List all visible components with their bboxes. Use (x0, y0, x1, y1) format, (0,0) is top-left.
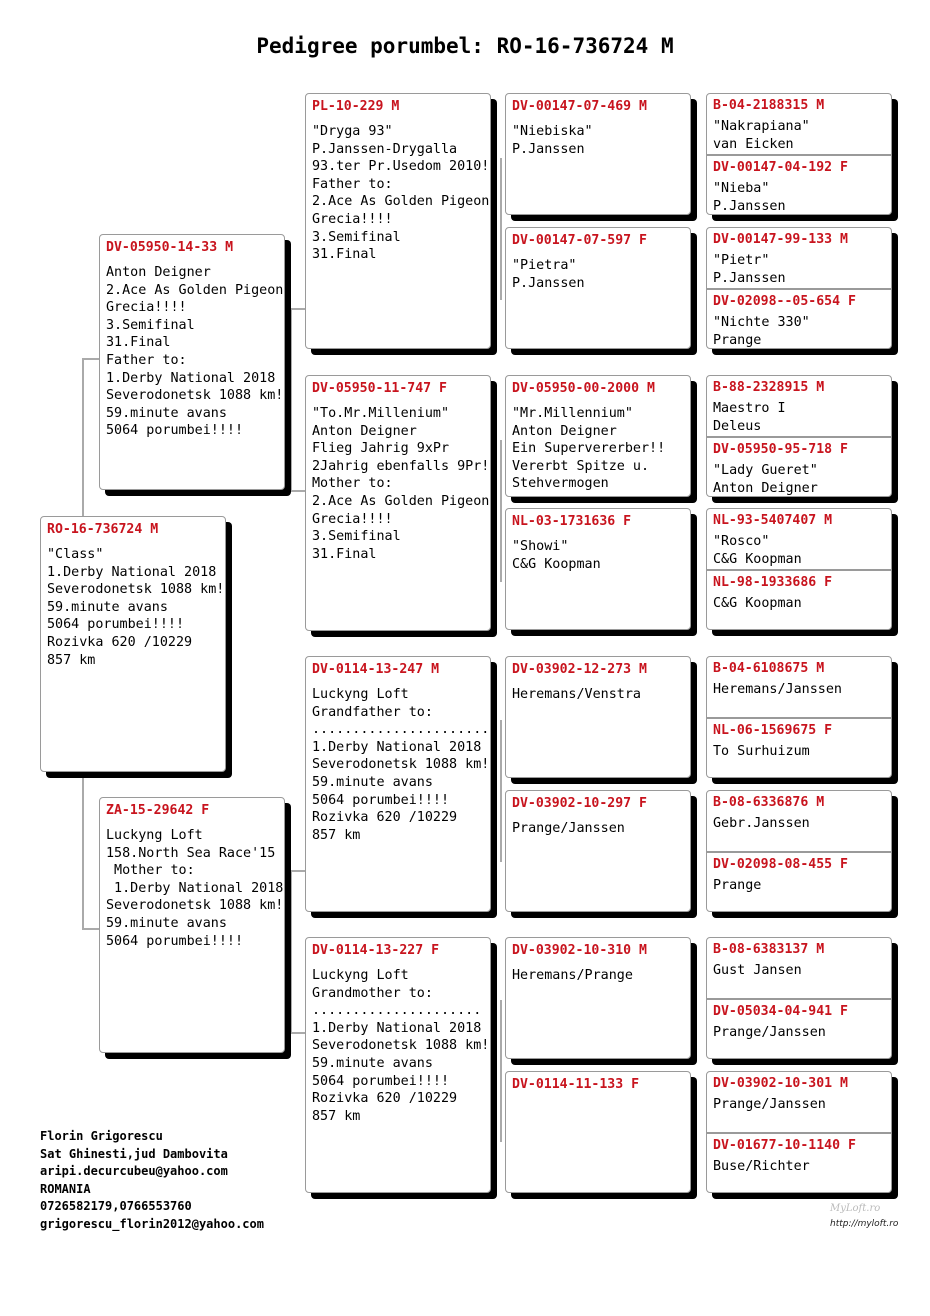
gg-grandparent-pair (706, 375, 892, 497)
pigeon-details: "To.Mr.Millenium" Anton Deigner Flieg Jahrig 9xPr 2Jahrig ebenfalls 9Pr! Mother to: 2.Ace As Golden Pigeon Grecia!!!! 3.Semifinal 31.Final (312, 406, 490, 562)
ring-code: ZA-15-29642 F (106, 803, 210, 818)
connector (82, 928, 100, 930)
pigeon-details: Luckyng Loft 158.North Sea Race'15 Mother to: 1.Derby National 2018 Severodonetsk 1088 km! 59.minute avans 5064 porumbei!!!! (106, 828, 284, 949)
gg-grandparent-pair (706, 790, 892, 912)
gg-grandparent-pair (706, 937, 892, 1059)
gg-grandparent-pair (706, 1071, 892, 1193)
great-grandparent-card (505, 375, 691, 497)
pigeon-details: Luckyng Loft Grandmother to: ..................... 1.Derby National 2018 Severodonetsk 1088 km! 59.minute avans 5064 porumbei!!!! Rozivka 620 /10229 857 km (312, 968, 490, 1124)
pigeon-details: "Showi" C&G Koopman (512, 539, 601, 572)
ring-code: DV-0114-13-227 F (312, 943, 440, 958)
connector (290, 308, 306, 310)
myloft-logo: MyLoft.ro (830, 1203, 881, 1214)
connector (82, 358, 84, 518)
pigeon-details: Prange/Janssen (512, 821, 625, 836)
ring-code: NL-03-1731636 F (512, 514, 632, 529)
ring-code: DV-0114-13-247 M (312, 662, 440, 677)
divider (707, 998, 891, 1000)
ring-code: NL-98-1933686 F (713, 575, 833, 590)
gg-grandparent-pair (706, 227, 892, 349)
pigeon-details: "Rosco" C&G Koopman (713, 534, 802, 567)
pigeon-details: "Pietr" P.Janssen (713, 253, 786, 286)
ring-code: DV-03902-10-301 M (713, 1076, 848, 1091)
pigeon-details: Gebr.Janssen (713, 816, 810, 831)
connector (290, 870, 306, 872)
connector (694, 290, 696, 352)
ring-code: DV-05950-00-2000 M (512, 381, 655, 396)
ring-code: NL-06-1569675 F (713, 723, 833, 738)
ring-code: DV-00147-07-469 M (512, 99, 647, 114)
pigeon-details: Anton Deigner 2.Ace As Golden Pigeon Grecia!!!! 3.Semifinal 31.Final Father to: 1.Derby National 2018 Severodonetsk 1088 km! 59.minute avans 5064 porumbei!!!! (106, 265, 284, 439)
ring-code: DV-05950-11-747 F (312, 381, 447, 396)
ring-code: DV-02098-08-455 F (713, 857, 848, 872)
owner-contact (40, 1128, 264, 1234)
ring-code: DV-00147-04-192 F (713, 160, 848, 175)
connector (290, 870, 292, 1034)
pigeon-details: To Surhuizum (713, 744, 810, 759)
grandparent-card (305, 375, 491, 631)
owner-country: ROMANIA (40, 1181, 91, 1196)
ring-code: B-88-2328915 M (713, 380, 825, 395)
great-grandparent-card (505, 790, 691, 912)
pigeon-details: Maestro I Deleus (713, 401, 786, 434)
connector (500, 158, 502, 300)
owner-email: aripi.decurcubeu@yahoo.com (40, 1164, 228, 1179)
connector (290, 308, 292, 492)
great-grandparent-card (505, 937, 691, 1059)
ring-code: B-04-6108675 M (713, 661, 825, 676)
great-grandparent-card (505, 93, 691, 215)
owner-email-2: grigorescu_florin2012@yahoo.com (40, 1216, 264, 1231)
ring-code: B-04-2188315 M (713, 98, 825, 113)
subject-card (40, 516, 226, 772)
pigeon-details: Gust Jansen (713, 963, 802, 978)
ring-code: PL-10-229 M (312, 99, 400, 114)
ring-code: DV-03902-12-273 M (512, 662, 647, 677)
grandparent-card (305, 937, 491, 1193)
ring-code: DV-02098--05-654 F (713, 294, 856, 309)
ring-code: DV-03902-10-297 F (512, 796, 647, 811)
divider (707, 288, 891, 290)
pigeon-details: "Class" 1.Derby National 2018 Severodonetsk 1088 km! 59.minute avans 5064 porumbei!!!! Rozivka 620 /10229 857 km (47, 547, 225, 668)
grandparent-card (305, 656, 491, 912)
connector (500, 440, 502, 582)
ring-code: RO-16-736724 M (47, 522, 159, 537)
ring-code: DV-01677-10-1140 F (713, 1138, 856, 1153)
owner-phone: 0726582179,0766553760 (40, 1199, 192, 1214)
connector (694, 1132, 696, 1194)
mother-card (99, 797, 285, 1053)
pigeon-details: "Nichte 330" Prange (713, 315, 810, 348)
pigeon-details: "Nieba" P.Janssen (713, 181, 786, 214)
ring-code: B-08-6383137 M (713, 942, 825, 957)
pigeon-details: "Dryga 93" P.Janssen-Drygalla 93.ter Pr.Usedom 2010! Father to: 2.Ace As Golden Pigeon Grecia!!!! 3.Semifinal 31.Final (312, 124, 490, 263)
connector (694, 156, 696, 218)
connector (694, 436, 696, 498)
connector (290, 1032, 306, 1034)
website-link[interactable]: http://myloft.ro (830, 1219, 899, 1229)
grandparent-card (305, 93, 491, 349)
owner-name: Florin Grigorescu (40, 1129, 163, 1143)
page-title: Pedigree porumbel: RO-16-736724 M (256, 34, 674, 58)
connector (694, 716, 696, 778)
divider (707, 154, 891, 156)
father-card (99, 234, 285, 490)
pigeon-details: Luckyng Loft Grandfather to: ...................... 1.Derby National 2018 Severodonetsk 1088 km! 59.minute avans 5064 porumbei!!!! Rozivka 620 /10229 857 km (312, 687, 490, 843)
great-grandparent-card (505, 656, 691, 778)
pigeon-details: Prange/Janssen (713, 1025, 826, 1040)
great-grandparent-card (505, 1071, 691, 1193)
connector (500, 1000, 502, 1142)
pigeon-details: "Pietra" P.Janssen (512, 258, 585, 291)
ring-code: DV-05034-04-941 F (713, 1004, 848, 1019)
pigeon-details: "Lady Gueret" Anton Deigner (713, 463, 818, 496)
connector (500, 720, 502, 862)
pigeon-details: C&G Koopman (713, 596, 802, 611)
pigeon-details: "Niebiska" P.Janssen (512, 124, 593, 157)
ring-code: DV-0114-11-133 F (512, 1077, 640, 1092)
ring-code: DV-05950-14-33 M (106, 240, 234, 255)
connector (694, 852, 696, 914)
pigeon-details: Prange/Janssen (713, 1097, 826, 1112)
pigeon-details: Heremans/Janssen (713, 682, 842, 697)
pigeon-details: Heremans/Prange (512, 968, 633, 983)
divider (707, 717, 891, 719)
connector (82, 358, 100, 360)
ring-code: NL-93-5407407 M (713, 513, 833, 528)
gg-grandparent-pair (706, 508, 892, 630)
divider (707, 436, 891, 438)
pigeon-details: Heremans/Venstra (512, 687, 641, 702)
pigeon-details: Buse/Richter (713, 1159, 810, 1174)
connector (290, 490, 306, 492)
owner-address: Sat Ghinesti,jud Dambovita (40, 1146, 228, 1161)
ring-code: DV-05950-95-718 F (713, 442, 848, 457)
pigeon-details: Prange (713, 878, 762, 893)
ring-code: DV-00147-99-133 M (713, 232, 848, 247)
divider (707, 1132, 891, 1134)
gg-grandparent-pair (706, 656, 892, 778)
connector (82, 776, 84, 930)
pigeon-details: "Nakrapiana" van Eicken (713, 119, 810, 152)
divider (707, 851, 891, 853)
gg-grandparent-pair (706, 93, 892, 215)
pigeon-details: "Mr.Millennium" Anton Deigner Ein Supervererber!! Vererbt Spitze u. Stehvermogen (512, 406, 666, 492)
ring-code: B-08-6336876 M (713, 795, 825, 810)
connector (694, 570, 696, 632)
divider (707, 569, 891, 571)
great-grandparent-card (505, 227, 691, 349)
ring-code: DV-03902-10-310 M (512, 943, 647, 958)
ring-code: DV-00147-07-597 F (512, 233, 647, 248)
great-grandparent-card (505, 508, 691, 630)
connector (694, 998, 696, 1060)
